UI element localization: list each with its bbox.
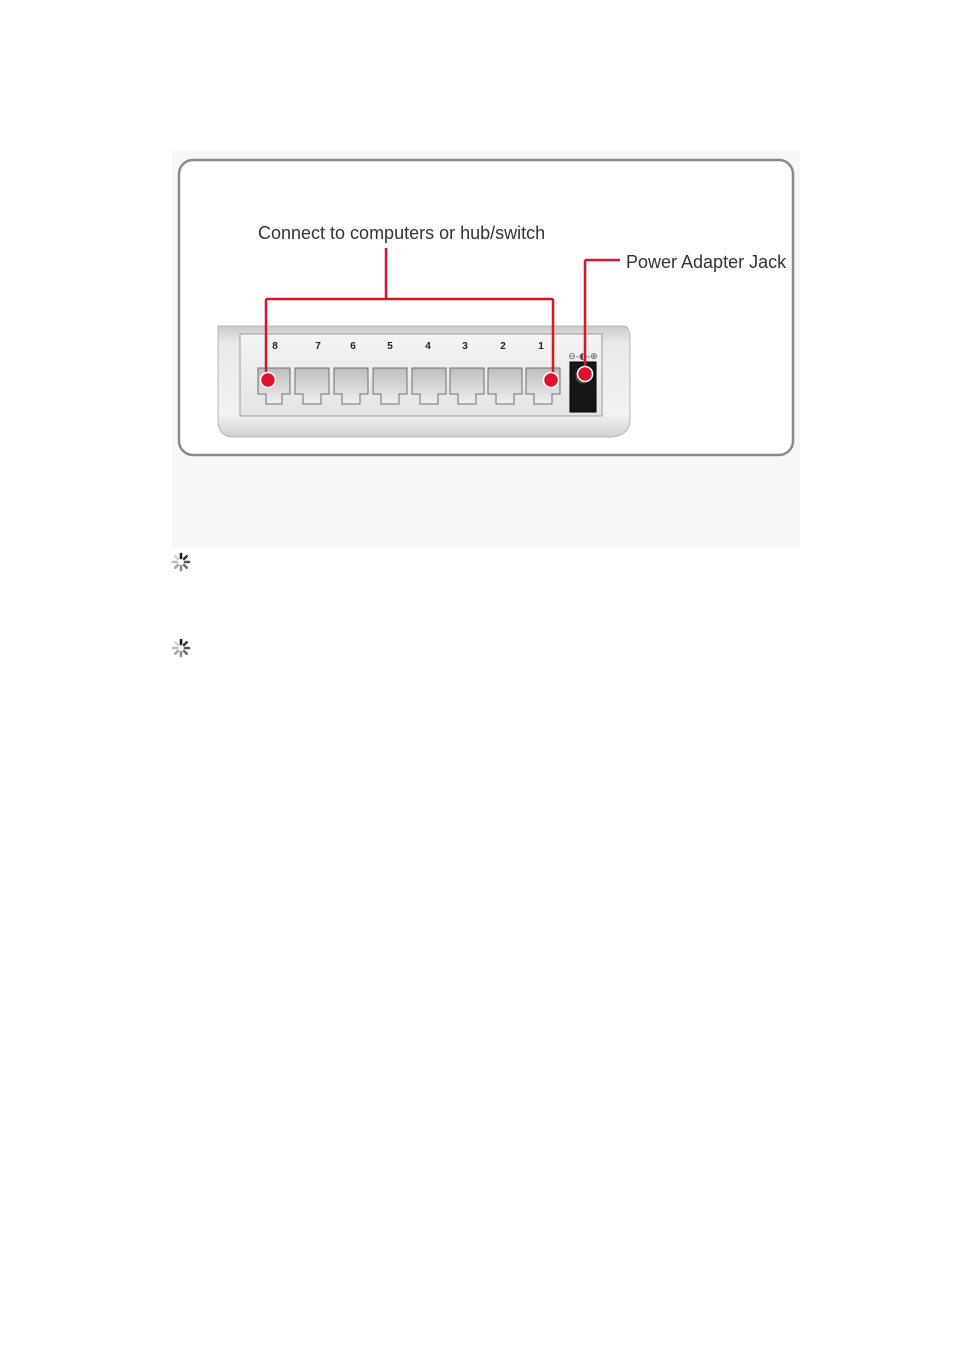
port-number: 1 bbox=[538, 341, 544, 352]
polarity-marks: ⊖-◐-⊕ bbox=[568, 352, 598, 362]
power-jack-marker bbox=[578, 367, 593, 382]
figure-area bbox=[172, 150, 800, 548]
port-number: 5 bbox=[387, 341, 393, 352]
port-number: 3 bbox=[462, 341, 468, 352]
spinner-bullet-icon bbox=[170, 551, 192, 573]
power-callout-label: Power Adapter Jack bbox=[626, 252, 787, 272]
ports-callout-label: Connect to computers or hub/switch bbox=[258, 223, 546, 243]
port-number: 4 bbox=[425, 341, 431, 352]
port-number: 7 bbox=[315, 341, 321, 352]
switch-rear-panel-diagram bbox=[172, 150, 800, 548]
port-8-marker bbox=[261, 373, 276, 388]
port-1-marker bbox=[544, 373, 559, 388]
spinner-bullet-icon bbox=[170, 637, 192, 659]
port-number: 2 bbox=[500, 341, 506, 352]
port-number: 8 bbox=[272, 341, 278, 352]
port-number: 6 bbox=[350, 341, 356, 352]
